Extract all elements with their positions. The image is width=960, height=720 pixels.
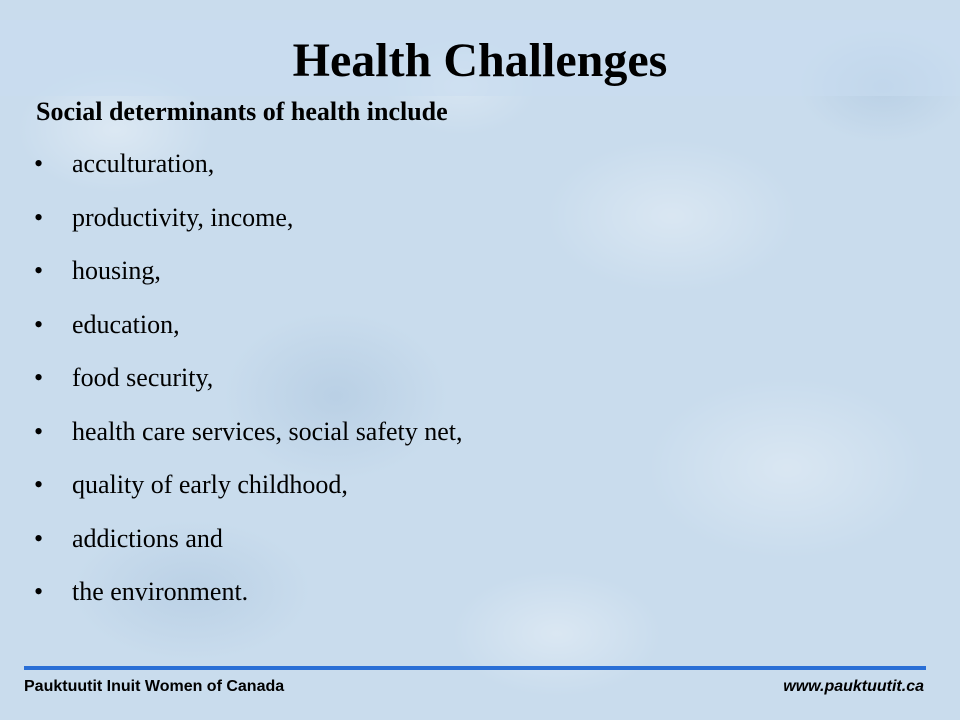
slide-title: Health Challenges bbox=[292, 34, 668, 87]
footer-organization: Pauktuutit Inuit Women of Canada bbox=[24, 678, 285, 695]
bullet-icon: • bbox=[34, 470, 44, 499]
bullet-text: productivity, income, bbox=[72, 202, 294, 232]
bullet-icon: • bbox=[34, 149, 44, 178]
bullet-text: addictions and bbox=[72, 523, 223, 553]
bullet-text: health care services, social safety net, bbox=[72, 416, 463, 446]
bullet-icon: • bbox=[34, 256, 44, 285]
footer-divider bbox=[24, 666, 926, 670]
bullet-icon: • bbox=[34, 363, 44, 392]
bullet-icon: • bbox=[34, 202, 44, 232]
slide-subtitle: Social determinants of health include bbox=[36, 97, 448, 126]
footer-website-link[interactable]: www.pauktuutit.ca bbox=[783, 678, 924, 695]
bullet-text: housing, bbox=[72, 256, 161, 285]
bullet-text: quality of early childhood, bbox=[72, 470, 348, 499]
bullet-icon: • bbox=[34, 523, 44, 553]
bullet-text: acculturation, bbox=[72, 149, 215, 178]
bullet-icon: • bbox=[34, 577, 44, 606]
bullet-text: food security, bbox=[72, 363, 214, 392]
bullet-text: education, bbox=[72, 309, 180, 339]
bullet-text: the environment. bbox=[72, 577, 249, 606]
bullet-icon: • bbox=[34, 309, 44, 339]
bullet-icon: • bbox=[34, 416, 44, 446]
